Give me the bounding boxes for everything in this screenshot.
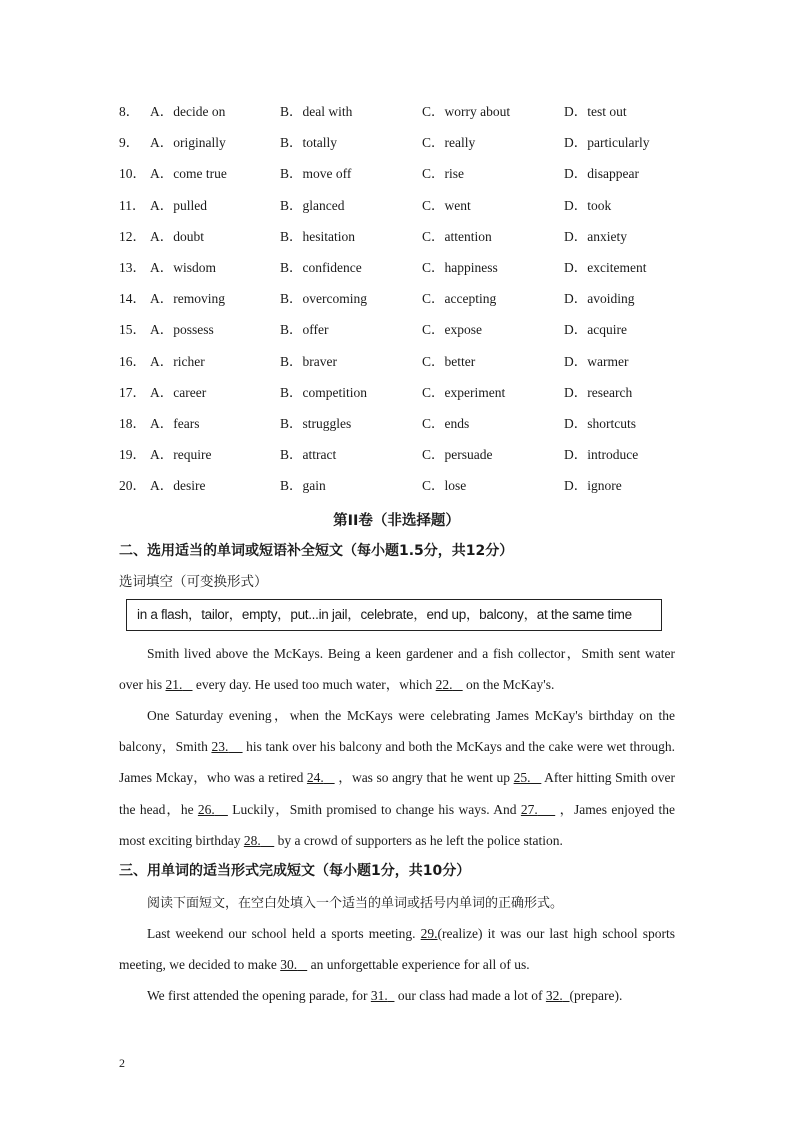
blank-29[interactable]: 29. [420,926,438,941]
question-number: 8． [119,104,140,119]
option-d[interactable]: D．test out [564,104,627,119]
option-c[interactable]: C．ends [422,415,470,431]
section-two-heading: 二、选用适当的单词或短语补全短文（每小题1.5分，共12分） [119,543,514,559]
option-b[interactable]: B．struggles [280,415,352,431]
passage-two-paragraph-one: Last weekend our school held a sports meeting. 29.(realize) it was our last high school sports meeting, we decided to make 30. an unforgettable experience for all of us. [119,926,675,973]
option-a[interactable]: A．decide on [150,104,226,119]
question-row [0,132,793,163]
option-a[interactable]: A．fears [150,415,200,431]
option-b[interactable]: B．overcoming [280,291,367,307]
option-b[interactable]: B．hesitation [280,228,355,244]
option-b[interactable]: B．totally [280,135,337,151]
option-a[interactable]: A．wisdom [150,259,217,275]
question-number: 18． [119,415,146,431]
option-b[interactable]: B．gain [280,478,326,494]
question-row [0,351,793,382]
question-number: 11． [119,197,146,213]
blank-30[interactable]: 30. [280,957,298,973]
option-d[interactable]: D．shortcuts [564,415,636,431]
option-d[interactable]: D．ignore [564,478,622,494]
option-b[interactable]: B．deal with [280,104,353,119]
option-a[interactable]: A．richer [150,353,205,369]
question-row [0,163,793,194]
passage-one-paragraph-one: Smith lived above the McKays. Being a keen gardener and a fish collector，Smith sent water over his 21. every day. He used too much water，which 22. on the McKay's. [119,646,675,693]
blank-25[interactable]: 25. [513,770,531,786]
option-c[interactable]: C．accepting [422,291,497,307]
option-c[interactable]: C．went [422,197,471,213]
option-d[interactable]: D．introduce [564,447,639,463]
option-c[interactable]: C．lose [422,478,467,494]
option-d[interactable]: D．took [564,197,612,213]
section-three-instruction: 阅读下面短文，在空白处填入一个适当的单词或括号内单词的正确形式。 [147,896,564,911]
option-d[interactable]: D．anxiety [564,228,627,244]
question-row [0,288,793,319]
option-b[interactable]: B．braver [280,353,337,369]
option-b[interactable]: B．competition [280,384,367,400]
question-number: 17． [119,384,146,400]
question-number: 13． [119,259,146,275]
option-c[interactable]: C．happiness [422,259,498,275]
question-number: 10． [119,166,146,182]
question-row [0,257,793,288]
question-number: 9． [119,135,140,151]
question-row [0,319,793,350]
option-b[interactable]: B．confidence [280,259,362,275]
word-bank-box: in a flash，tailor，empty，put...in jail，celebrate，end up，balcony，at the same time [126,599,662,631]
question-row [0,444,793,475]
option-b[interactable]: B．attract [280,447,337,463]
passage-two-paragraph-two: We first attended the opening parade, for 31. our class had made a lot of 32. (prepare). [147,988,623,1003]
option-c[interactable]: C．expose [422,322,482,338]
option-c[interactable]: C．attention [422,228,492,244]
question-row [0,382,793,413]
passage-one-paragraph-two: One Saturday evening，when the McKays were celebrating James McKay's birthday on the balcony，Smith 23. his tank over his balcony and both the McKays and the cake were wet through. James Mckay，who was a retired 24. ，was so angry that he went up 25. After hitting Smith over the head，he 26. Luckily，Smith promised to change his ways. And 27. ，James enjoyed the most exciting birthday 28. by a crowd of supporters as he left the police station. [119,708,675,848]
option-c[interactable]: C．experiment [422,384,506,400]
question-row [0,475,793,506]
option-d[interactable]: D．excitement [564,259,647,275]
option-c[interactable]: C．worry about [422,104,511,119]
option-d[interactable]: D．warmer [564,353,629,369]
blank-22[interactable]: 22. [435,677,453,693]
option-a[interactable]: A．pulled [150,197,207,213]
option-a[interactable]: A．require [150,447,212,463]
option-a[interactable]: A．possess [150,322,214,338]
part-two-title: 第II卷（非选择题） [333,513,460,529]
question-number: 16． [119,353,146,369]
option-c[interactable]: C．rise [422,166,464,182]
option-b[interactable]: B．glanced [280,197,345,213]
section-two-subheading: 选词填空（可变换形式） [119,574,268,590]
option-a[interactable]: A．doubt [150,228,204,244]
option-b[interactable]: B．move off [280,166,352,182]
option-a[interactable]: A．desire [150,478,206,494]
blank-26[interactable]: 26. [197,801,215,817]
blank-28[interactable]: 28. [243,832,261,848]
option-d[interactable]: D．particularly [564,135,650,151]
blank-23[interactable]: 23. [211,739,229,755]
section-three-heading: 三、用单词的适当形式完成短文（每小题1分，共10分） [119,863,471,879]
question-row [0,101,793,132]
blank-31[interactable]: 31. [370,988,388,1003]
option-a[interactable]: A．come true [150,166,227,182]
option-d[interactable]: D．acquire [564,322,627,338]
option-a[interactable]: A．originally [150,135,226,151]
blank-21[interactable]: 21. [165,677,183,693]
blank-27[interactable]: 27. [520,801,538,817]
question-number: 20． [119,478,146,494]
question-number: 12． [119,228,146,244]
question-number: 14． [119,291,146,307]
question-number: 15． [119,322,146,338]
question-row [0,195,793,226]
question-row [0,413,793,444]
option-a[interactable]: A．removing [150,291,225,307]
option-c[interactable]: C．better [422,353,476,369]
option-d[interactable]: D．avoiding [564,291,635,307]
answer-options-list [0,101,793,506]
page-number: 2 [119,1056,125,1070]
option-d[interactable]: D．research [564,384,633,400]
question-row [0,226,793,257]
option-d[interactable]: D．disappear [564,166,639,182]
option-b[interactable]: B．offer [280,322,329,338]
blank-24[interactable]: 24. [306,770,324,786]
option-a[interactable]: A．career [150,384,207,400]
blank-32[interactable]: 32. [545,988,563,1003]
option-c[interactable]: C．really [422,135,476,151]
question-number: 19． [119,447,146,463]
option-c[interactable]: C．persuade [422,447,493,463]
